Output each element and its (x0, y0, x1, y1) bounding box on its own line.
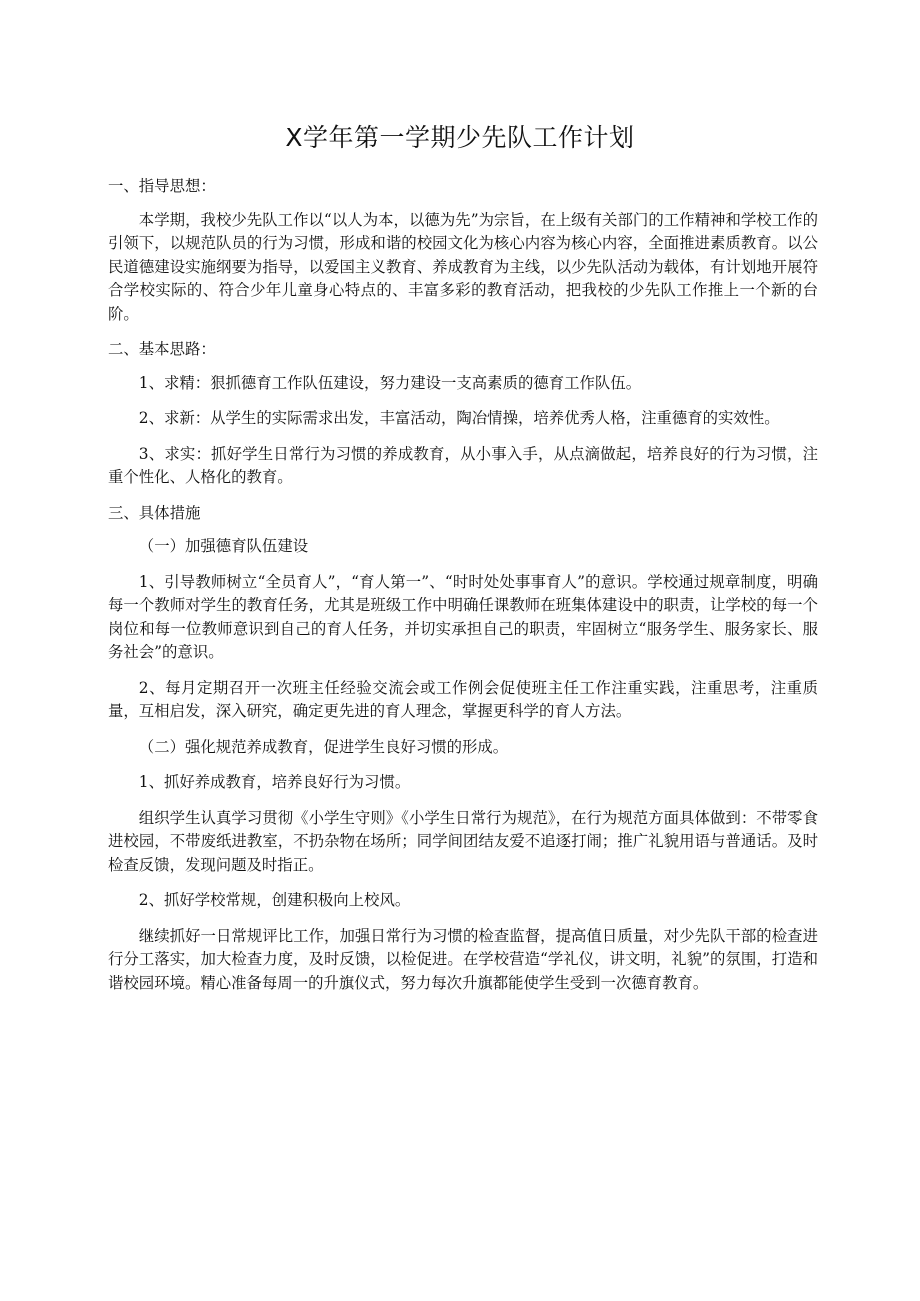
heading-basic-approach: 二、基本思路： (108, 340, 216, 358)
paragraph-teacher-awareness: 1、引导教师树立“全员育人”，“育人第一”、“时时处处事事育人”的意识。学校通过规章制度，明确每一个教师对学生的教育任务，尤其是班级工作中明确任课教师在班集体建设中的职责，让学校的每一个岗位和每一位教师意识到自己的育人任务，并切实承担自己的职责，牢固树立“服务学生、服务家长、服务社会”的意识。 (108, 572, 818, 661)
paragraph-refinement: 1、求精：狠抓德育工作队伍建设，努力建设一支高素质的德育工作队伍。 (138, 373, 642, 392)
paragraph-guiding-ideology: 本学期，我校少先队工作以“以人为本，以德为先”为宗旨，在上级有关部门的工作精神和学校工作的引领下，以规范队员的行为习惯，形成和谐的校园文化为核心内容为核心内容，全面推进素质教育。以公民道德建设实施纲要为指导，以爱国主义教育、养成教育为主线，以少先队活动为载体，有计划地开展符合学校实际的、符合少年儿童身心特点的、丰富多彩的教育活动，把我校的少先队工作推上一个新的台阶。 (108, 210, 818, 323)
document-title: X学年第一学期少先队工作计划 (285, 123, 635, 152)
subheading-habit-education: （二）强化规范养成教育，促进学生良好习惯的形成。 (138, 737, 509, 756)
paragraph-daily-evaluation: 继续抓好一日常规评比工作，加强日常行为习惯的检查监督，提高值日质量，对少先队干部的检查进行分工落实，加大检查力度，及时反馈，以检促进。在学校营造“学礼仪，讲文明，礼貌”的氛围，打造和谐校园环境。精心准备每周一的升旗仪式，努力每次升旗都能使学生受到一次德育教育。 (108, 926, 818, 992)
paragraph-habit-training: 1、抓好养成教育，培养良好行为习惯。 (138, 773, 411, 791)
paragraph-school-routine: 2、抓好学校常规，创建积极向上校风。 (138, 891, 411, 909)
subheading-team-building: （一）加强德育队伍建设 (138, 537, 309, 555)
paragraph-practicality: 3、求实：抓好学生日常行为习惯的养成教育，从小事入手，从点滴做起，培养良好的行为习惯，注重个性化、人格化的教育。 (108, 444, 818, 486)
document-body (108, 175, 818, 1007)
paragraph-monthly-meeting: 2、每月定期召开一次班主任经验交流会或工作例会促使班主任工作注重实践，注重思考，注重质量，互相启发，深入研究，确定更先进的育人理念，掌握更科学的育人方法。 (108, 678, 818, 720)
paragraph-rules-study: 组织学生认真学习贯彻《小学生守则》《小学生日常行为规范》，在行为规范方面具体做到：不带零食进校园，不带废纸进教室，不扔杂物在场所；同学间团结友爱不追逐打闹；推广礼貌用语与普通话。及时检查反馈，发现问题及时指正。 (108, 808, 818, 874)
paragraph-innovation: 2、求新：从学生的实际需求出发，丰富活动，陶冶情操，培养优秀人格，注重德育的实效性。 (138, 409, 780, 427)
heading-guiding-ideology: 一、指导思想： (108, 177, 216, 195)
heading-specific-measures: 三、具体措施 (108, 503, 201, 522)
